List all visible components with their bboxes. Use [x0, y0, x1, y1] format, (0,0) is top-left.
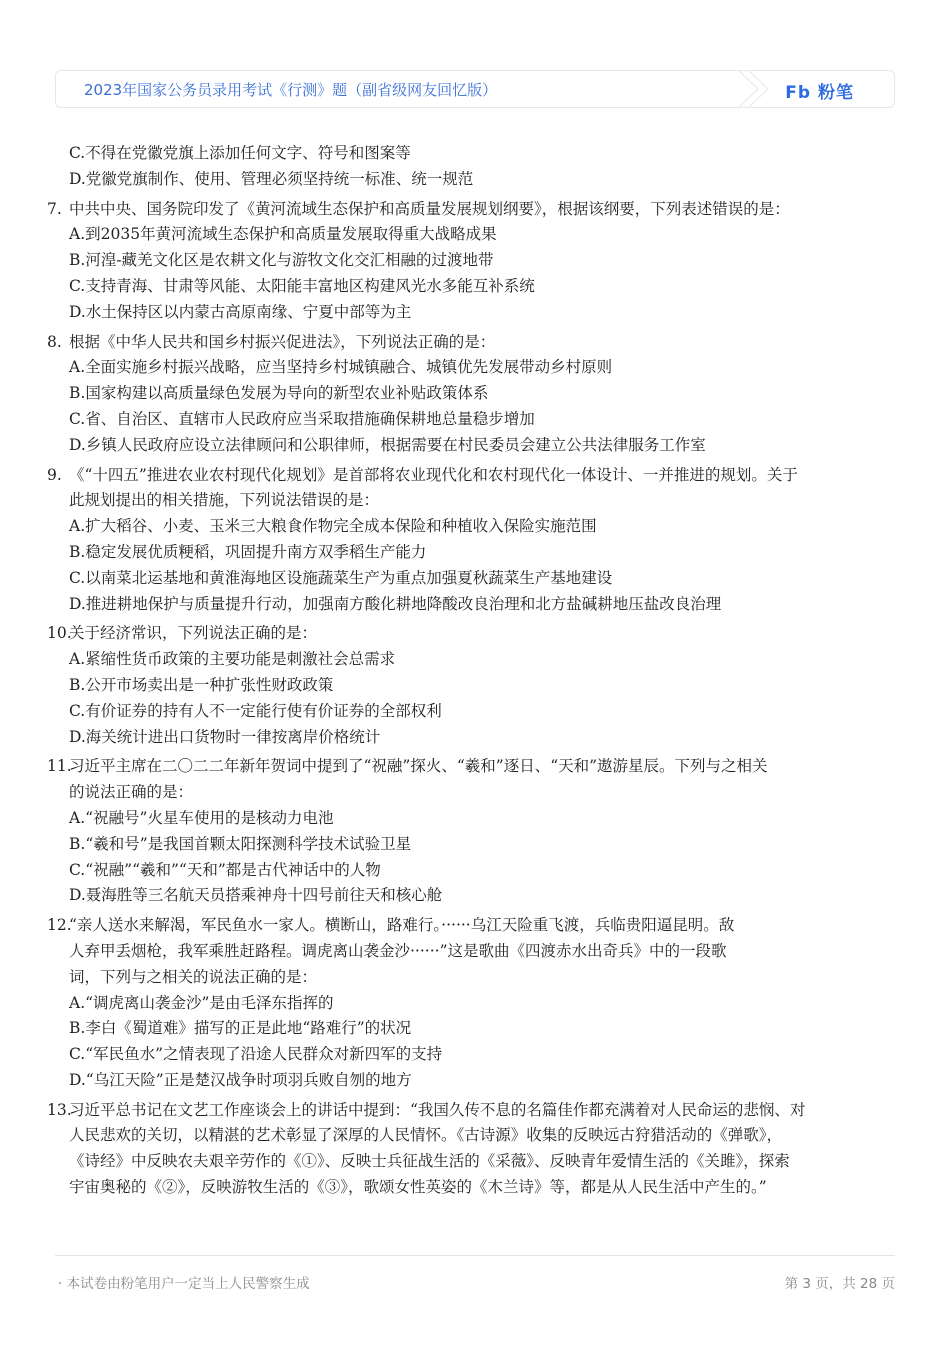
- question-stem: [69, 330, 874, 356]
- question: [47, 197, 887, 223]
- question-option: D.海关统计进出口货物时一律按离岸价格统计: [69, 727, 381, 746]
- footer-note: · 本试卷由粉笔用户一定当上人民警察生成: [58, 1276, 310, 1292]
- question-stem-line: 人民悲欢的关切，以精湛的艺术彰显了深厚的人民情怀。《古诗源》收集的反映远古狩猎活动的《弹歌》，: [69, 1126, 783, 1145]
- question-option: B.“羲和号”是我国首颗太阳探测科学技术试验卫星: [69, 834, 412, 853]
- question-stem: [69, 463, 874, 515]
- question-number: 13.: [47, 1100, 72, 1119]
- question-stem-line: 此规划提出的相关措施，下列说法错误的是：: [69, 491, 380, 510]
- question-stem-line: 关于经济常识，下列说法正确的是：: [69, 624, 318, 643]
- question-option: C.“祝融”“羲和”“天和”都是古代神话中的人物: [69, 860, 381, 879]
- question-stem: [69, 754, 874, 806]
- question-stem: [69, 621, 874, 647]
- question-stem-line: 《“十四五”推进农业农村现代化规划》是首部将农业现代化和农村现代化一体设计、一并推进的规划。关于: [69, 465, 798, 484]
- question-option: D.“乌江天险”正是楚汉战争时项羽兵败自刎的地方: [69, 1070, 412, 1089]
- question-stem-line: 中共中央、国务院印发了《黄河流域生态保护和高质量发展规划纲要》，根据该纲要，下列表述错误的是：: [69, 199, 790, 218]
- question-option: A.“祝融号”火星车使用的是核动力电池: [69, 808, 334, 827]
- question-option: C.省、自治区、直辖市人民政府应当采取措施确保耕地总量稳步增加: [69, 409, 535, 428]
- fenbi-logo: [785, 78, 854, 103]
- footer-divider: [55, 1255, 895, 1256]
- question-option: B.国家构建以高质量绿色发展为导向的新型农业补贴政策体系: [69, 384, 489, 403]
- question: [47, 1098, 887, 1201]
- header-chevron-icon: [736, 70, 776, 108]
- question-stem: [69, 197, 874, 223]
- question-option: A.扩大稻谷、小麦、玉米三大粮食作物完全成本保险和种植收入保险实施范围: [69, 517, 597, 536]
- question-option: D.水土保持区以内蒙古高原南缘、宁夏中部等为主: [69, 302, 412, 321]
- question-option: D.乡镇人民政府应设立法律顾问和公职律师，根据需要在村民委员会建立公共法律服务工作室: [69, 435, 706, 454]
- question-option: C.支持青海、甘肃等风能、太阳能丰富地区构建风光水多能互补系统: [69, 276, 535, 295]
- question-option: A.“调虎离山袭金沙”是由毛泽东指挥的: [69, 993, 334, 1012]
- question-option: A.到2035年黄河流域生态保护和高质量发展取得重大战略成果: [69, 225, 497, 244]
- question-option: A.紧缩性货币政策的主要功能是刺激社会总需求: [69, 650, 396, 669]
- question-number: 10.: [47, 624, 72, 643]
- question-option: A.全面实施乡村振兴战略，应当坚持乡村城镇融合、城镇优先发展带动乡村原则: [69, 358, 613, 377]
- fenbi-logo-text: 粉笔: [818, 83, 854, 103]
- page-header: [55, 70, 895, 108]
- question: [47, 621, 887, 647]
- question-stem-line: 根据《中华人民共和国乡村振兴促进法》，下列说法正确的是：: [69, 332, 496, 351]
- question-stem: [69, 1098, 874, 1201]
- question-number: 7.: [47, 199, 62, 218]
- question-option: D.聂海胜等三名航天员搭乘神舟十四号前往天和核心舱: [69, 886, 443, 905]
- question-option: C.不得在党徽党旗上添加任何文字、符号和图案等: [69, 144, 411, 162]
- question: [47, 913, 887, 990]
- question-stem-line: 习近平总书记在文艺工作座谈会上的讲话中提到：“我国久传不息的名篇佳作都充满着对人民命运的悲悯、对: [69, 1100, 806, 1119]
- question-stem-line: 的说法正确的是：: [69, 783, 194, 802]
- question-content: [47, 141, 887, 1201]
- question-option: B.李白《蜀道难》描写的正是此地“路难行”的状况: [69, 1019, 412, 1038]
- question-option: C.“军民鱼水”之情表现了沿途人民群众对新四军的支持: [69, 1045, 443, 1064]
- question: [47, 754, 887, 806]
- question-option: B.稳定发展优质粳稻，巩固提升南方双季稻生产能力: [69, 542, 427, 561]
- fenbi-logo-mark: Fb: [785, 83, 812, 103]
- question-stem-line: 词，下列与之相关的说法正确的是：: [69, 967, 318, 986]
- question-option: D.推进耕地保护与质量提升行动，加强南方酸化耕地降酸改良治理和北方盐碱耕地压盐改良治理: [69, 594, 722, 613]
- question-number: 12.: [47, 916, 72, 935]
- question-number: 11.: [47, 757, 72, 776]
- header-title: 2023年国家公务员录用考试《行测》题（副省级网友回忆版）: [84, 81, 498, 99]
- question-list: [47, 197, 887, 1201]
- question-option: C.有价证券的持有人不一定能行使有价证券的全部权利: [69, 701, 442, 720]
- question: [47, 330, 887, 356]
- page-number: 第 3 页，共 28 页: [784, 1276, 895, 1292]
- question-stem-line: 《诗经》中反映农夫艰辛劳作的《①》、反映士兵征战生活的《采薇》、反映青年爱情生活的《关雎》，探索: [69, 1152, 790, 1171]
- question-stem-line: 宇宙奥秘的《②》，反映游牧生活的《③》，歌颂女性英姿的《木兰诗》等，都是从人民生活中产生的。”: [69, 1178, 767, 1197]
- question-stem-line: “亲人送水来解渴，军民鱼水一家人。横断山，路难行。······乌江天险重飞渡，兵临贵阳逼昆明。敌: [69, 916, 735, 935]
- question-number: 9.: [47, 465, 62, 484]
- question: [47, 463, 887, 515]
- question-option: D.党徽党旗制作、使用、管理必须坚持统一标准、统一规范: [69, 169, 474, 188]
- question-option: C.以南菜北运基地和黄淮海地区设施蔬菜生产为重点加强夏秋蔬菜生产基地建设: [69, 568, 613, 587]
- question-number: 8.: [47, 332, 62, 351]
- question-stem-line: 人弃甲丢烟枪，我军乘胜赶路程。调虎离山袭金沙······”这是歌曲《四渡赤水出奇兵》中的一段歌: [69, 941, 727, 960]
- question-option: B.公开市场卖出是一种扩张性财政政策: [69, 675, 334, 694]
- question-stem-line: 习近平主席在二〇二二年新年贺词中提到了“祝融”探火、“羲和”逐日、“天和”遨游星辰。下列与之相关: [69, 757, 768, 776]
- question-option: B.河湟-藏羌文化区是农耕文化与游牧文化交汇相融的过渡地带: [69, 251, 494, 270]
- question-stem: [69, 913, 874, 990]
